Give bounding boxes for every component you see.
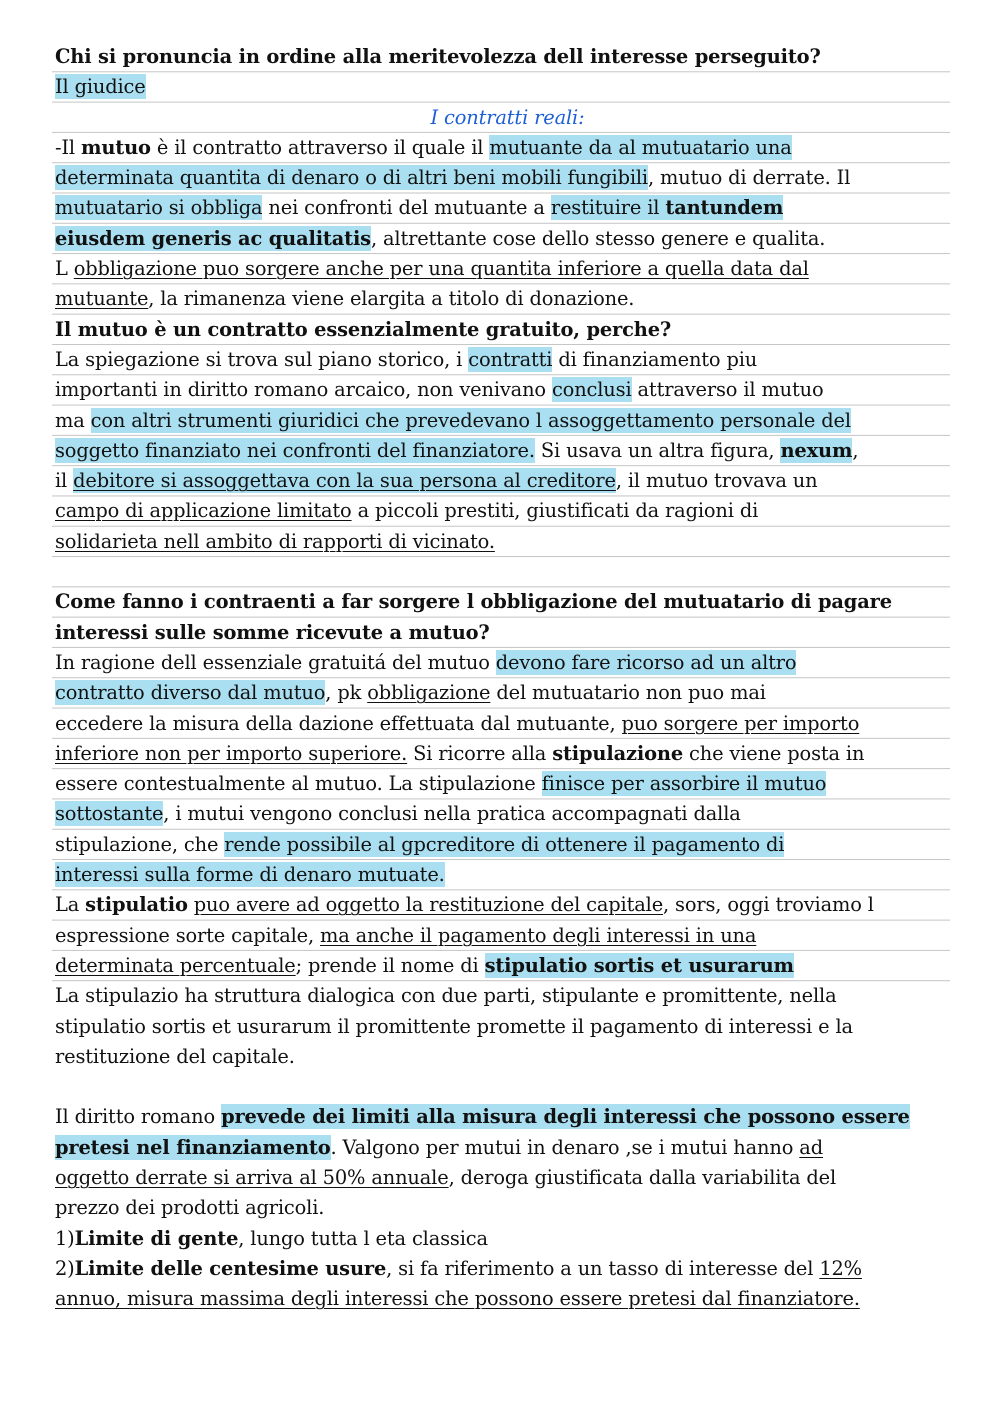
text-span: , altrettante cose dello stesso genere e qualita. bbox=[370, 226, 826, 250]
text-span: ; prende il nome di bbox=[295, 953, 485, 977]
bold-span: tantundem bbox=[665, 196, 784, 220]
text-span: di finanziamento piu bbox=[552, 347, 758, 371]
text-line bbox=[55, 1102, 960, 1132]
section-title-text: I contratti reali: bbox=[430, 105, 585, 129]
list-item bbox=[55, 1224, 960, 1254]
question-meritevolezza: Chi si pronuncia in ordine alla meritevolezza dell interesse perseguito? bbox=[55, 45, 821, 68]
page-left-margin bbox=[0, 0, 52, 1415]
underline-span: campo di applicazione limitato bbox=[55, 499, 352, 523]
text-span: , sors, oggi troviamo l bbox=[663, 893, 874, 917]
underline-span: oggetto derrate si arriva al 50% annuale bbox=[55, 1165, 449, 1189]
text-span: nei confronti del mutuante a bbox=[262, 196, 551, 220]
text-span: , la rimanenza viene elargita a titolo di donazione. bbox=[148, 287, 635, 311]
text-span: Il diritto romano bbox=[55, 1105, 222, 1129]
text-line bbox=[55, 163, 960, 193]
text-line bbox=[55, 1133, 960, 1163]
text-line: prezzo dei prodotti agricoli. bbox=[55, 1196, 325, 1220]
bold-span: mutuo bbox=[80, 135, 151, 159]
underline-span: determinata percentuale bbox=[55, 953, 296, 977]
text-line bbox=[55, 466, 960, 496]
text-span: , pk bbox=[325, 681, 368, 705]
text-line bbox=[55, 921, 960, 951]
underline-span: ad bbox=[799, 1135, 823, 1159]
text-line bbox=[55, 345, 960, 375]
text-span: , lungo tutta l eta classica bbox=[238, 1226, 488, 1250]
highlight: con altri strumenti giuridici che prevedevano l assoggettamento personale del bbox=[90, 408, 851, 432]
text-line bbox=[55, 193, 960, 223]
underline-span: ma anche il pagamento degli interessi in una bbox=[320, 923, 757, 947]
question-gratuito: Il mutuo è un contratto essenzialmente gratuito, perche? bbox=[55, 317, 672, 341]
text-line: stipulatio sortis et usurarum il promittente promette il pagamento di interessi e la bbox=[55, 1014, 853, 1038]
highlight: Il giudice bbox=[55, 75, 146, 99]
text-span: , si fa riferimento a un tasso di interesse del bbox=[386, 1256, 820, 1280]
text-line bbox=[55, 709, 960, 739]
underline-span: mutuante bbox=[55, 287, 149, 311]
text-line bbox=[55, 1163, 960, 1193]
highlight: prevede dei limiti alla misura degli interessi che possono essere bbox=[221, 1105, 910, 1129]
text-span: restituire il bbox=[550, 196, 666, 220]
bold-span: Limite delle centesime usure bbox=[74, 1256, 387, 1280]
answer-giudice bbox=[55, 72, 960, 102]
highlight: stipulatio sortis et usurarum bbox=[484, 953, 794, 977]
text-line bbox=[55, 527, 960, 557]
text-line bbox=[55, 284, 960, 314]
highlight: mutuatario si obbliga bbox=[55, 196, 263, 220]
highlight: conclusi bbox=[551, 378, 632, 402]
text-span: , i mutui vengono conclusi nella pratica accompagnati dalla bbox=[163, 802, 741, 826]
highlight bbox=[551, 195, 783, 220]
text-line bbox=[55, 133, 960, 163]
underline-span: puo sorgere per importo bbox=[621, 711, 860, 735]
section-title bbox=[55, 103, 960, 133]
text-line bbox=[55, 678, 960, 708]
text-line bbox=[55, 254, 960, 284]
highlight: interessi sulla forme di denaro mutuate. bbox=[55, 863, 445, 887]
highlight: sottostante bbox=[55, 802, 164, 826]
text-line bbox=[55, 224, 960, 254]
text-span: . Valgono per mutui in denaro ,se i mutui hanno bbox=[330, 1135, 800, 1159]
highlight: soggetto finanziato nei confronti del finanziatore. bbox=[55, 438, 535, 462]
text-line bbox=[55, 890, 960, 920]
page-top-margin bbox=[0, 0, 1000, 42]
text-span: -Il bbox=[55, 135, 81, 159]
bold-span: Limite di gente bbox=[74, 1226, 239, 1250]
underline-span: obbligazione bbox=[367, 681, 491, 705]
bold-span: stipulatio bbox=[85, 893, 188, 917]
highlight: rende possibile al gpcreditore di ottenere il pagamento di bbox=[224, 832, 785, 856]
text-line bbox=[55, 739, 960, 769]
text-span: stipulazione, che bbox=[55, 832, 225, 856]
underline-span: 12% bbox=[819, 1256, 862, 1280]
question-interessi-1: Come fanno i contraenti a far sorgere l obbligazione del mutuatario di pagare bbox=[55, 590, 892, 614]
text-span: Si usava un altra figura, bbox=[534, 438, 781, 462]
text-span: attraverso il mutuo bbox=[631, 378, 824, 402]
text-line bbox=[55, 830, 960, 860]
text-span: L bbox=[55, 257, 74, 281]
highlight: pretesi nel finanziamento bbox=[55, 1135, 331, 1159]
highlight: nexum bbox=[780, 438, 853, 462]
text-span: che viene posta in bbox=[683, 741, 865, 765]
text-line bbox=[55, 648, 960, 678]
list-item bbox=[55, 1254, 960, 1284]
text-span: essere contestualmente al mutuo. La stipulazione bbox=[55, 772, 542, 796]
text-line bbox=[55, 375, 960, 405]
highlight: mutuante da al mutuatario una bbox=[489, 135, 792, 159]
text-line: restituzione del capitale. bbox=[55, 1044, 295, 1068]
bold-span: stipulazione bbox=[552, 741, 684, 765]
text-span: a piccoli prestiti, giustificati da ragioni di bbox=[351, 499, 759, 523]
text-line bbox=[55, 951, 960, 981]
text-span: è il contratto attraverso il quale il bbox=[150, 135, 490, 159]
text-line bbox=[55, 769, 960, 799]
text-span: del mutuatario non puo mai bbox=[490, 681, 766, 705]
highlight: contratto diverso dal mutuo bbox=[55, 681, 326, 705]
highlight: devono fare ricorso ad un altro bbox=[495, 650, 797, 674]
text-line bbox=[55, 436, 960, 466]
underline-span: puo avere ad oggetto la restituzione del capitale bbox=[193, 893, 664, 917]
text-span: , mutuo di derrate. Il bbox=[648, 166, 851, 190]
text-span: La spiegazione si trova sul piano storico, i bbox=[55, 347, 469, 371]
text-line bbox=[55, 799, 960, 829]
text-span: In ragione dell essenziale gratuitá del mutuo bbox=[55, 650, 496, 674]
blank-line bbox=[55, 1072, 960, 1102]
text-span: espressione sorte capitale, bbox=[55, 923, 321, 947]
text-line bbox=[55, 1284, 960, 1314]
highlight: contratti bbox=[468, 347, 553, 371]
text-span: Si ricorre alla bbox=[407, 741, 553, 765]
text-span: il bbox=[55, 469, 74, 493]
underline-span: obbligazione puo sorgere anche per una quantita inferiore a quella data dal bbox=[73, 257, 809, 281]
highlight: finisce per assorbire il mutuo bbox=[541, 772, 827, 796]
highlight: eiusdem generis ac qualitatis bbox=[55, 226, 371, 250]
text-span: , deroga giustificata dalla variabilita del bbox=[448, 1165, 837, 1189]
underline-span: inferiore non per importo superiore. bbox=[55, 741, 408, 765]
question-interessi-2: interessi sulle somme ricevute a mutuo? bbox=[55, 620, 490, 644]
highlight: determinata quantita di denaro o di altri beni mobili fungibili bbox=[55, 166, 648, 190]
text-span: , il mutuo trovava un bbox=[615, 469, 818, 493]
text-span: 2) bbox=[55, 1256, 75, 1280]
underline-span: solidarieta nell ambito di rapporti di vicinato. bbox=[55, 529, 495, 553]
text-span: eccedere la misura della dazione effettuata dal mutuante, bbox=[55, 711, 622, 735]
document-body bbox=[55, 42, 960, 1314]
text-line bbox=[55, 406, 960, 436]
text-span: 1) bbox=[55, 1226, 75, 1250]
text-span: La bbox=[55, 893, 86, 917]
text-line bbox=[55, 860, 960, 890]
text-line bbox=[55, 496, 960, 526]
text-line: La stipulazio ha struttura dialogica con due parti, stipulante e promittente, nella bbox=[55, 984, 837, 1008]
blank-line bbox=[55, 557, 960, 587]
text-span: importanti in diritto romano arcaico, non venivano bbox=[55, 378, 552, 402]
text-span: ma bbox=[55, 408, 91, 432]
underline-span: annuo, misura massima degli interessi che possono essere pretesi dal finanziatore. bbox=[55, 1287, 860, 1311]
text-span: , bbox=[852, 438, 859, 462]
highlight: debitore si assoggettava con la sua persona al creditore bbox=[73, 469, 616, 493]
